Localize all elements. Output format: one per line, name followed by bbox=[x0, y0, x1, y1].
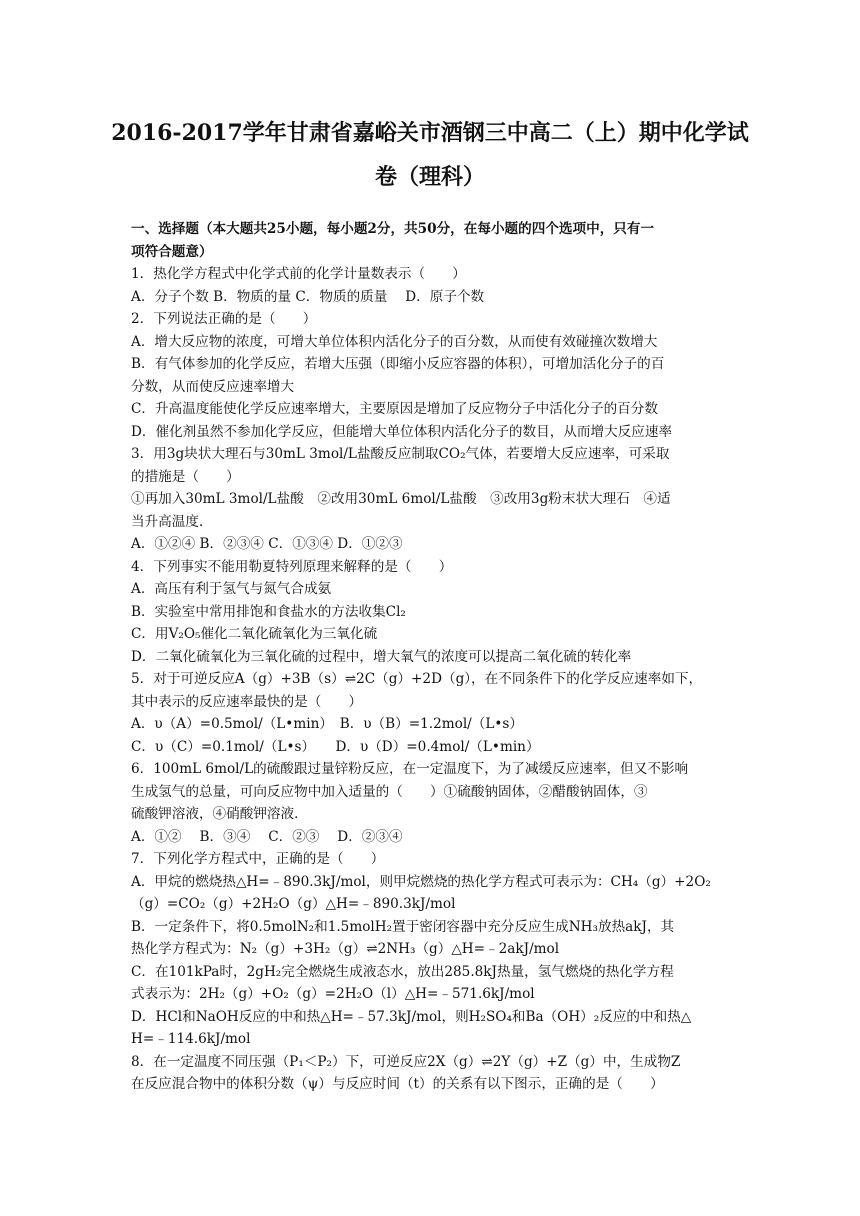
question-text-line: B．有气体参加的化学反应，若增大压强（即缩小反应容器的体积），可增加活化分子的百 bbox=[131, 356, 665, 372]
question-text-line: 3．用3g块状大理石与30mL 3mol/L盐酸反应制取CO₂气体，若要增大反应速率，可采取 bbox=[131, 446, 670, 462]
question-text-line: 生成氢气的总量，可向反应物中加入适量的（ ）①硫酸钠固体，②醋酸钠固体，③ bbox=[131, 783, 648, 800]
question-text-line: B．实验室中常用排饱和食盐水的方法收集Cl₂ bbox=[131, 603, 406, 620]
question-text-line: 5．对于可逆反应A（g）+3B（s）⇌2C（g）+2D（g），在不同条件下的化学反应速率如下， bbox=[131, 671, 703, 687]
question-text-line: A．分子个数 B．物质的量 C．物质的质量 D．原子个数 bbox=[131, 288, 485, 305]
question-text-line: 硫酸钾溶液，④硝酸钾溶液． bbox=[131, 806, 308, 822]
question-text-line: A．①② B．③④ C．②③ D．②③④ bbox=[131, 828, 403, 845]
document-title-line-2: 卷（理科） bbox=[374, 164, 485, 190]
question-text-line: 4．下列事实不能用勒夏特列原理来解释的是（ ） bbox=[131, 558, 453, 575]
question-text-line: （g）=CO₂（g）+2H₂O（g）△H=﹣890.3kJ/mol bbox=[131, 896, 456, 912]
question-text-line: 6．100mL 6mol/L的硫酸跟过量锌粉反应，在一定温度下，为了减缓反应速率，但又不影响 bbox=[131, 761, 689, 777]
question-text-line: H=﹣114.6kJ/mol bbox=[131, 1031, 251, 1047]
question-text-line: A．υ（A）=0.5mol/（L•min） B．υ（B）=1.2mol/（L•s） bbox=[131, 716, 523, 732]
question-text-line: 的措施是（ ） bbox=[131, 468, 240, 485]
question-text-line: A．①②④ B．②③④ C．①③④ D．①②③ bbox=[131, 536, 403, 552]
question-text-line: C．在101kPa时，2gH₂完全燃烧生成液态水，放出285.8kJ热量，氢气燃烧的热化学方程 bbox=[131, 963, 674, 980]
question-text-line: 分数，从而使反应速率增大 bbox=[131, 378, 295, 395]
question-text-line: A．甲烷的燃烧热△H=﹣890.3kJ/mol，则甲烷燃烧的热化学方程式可表示为：CH₄（g）+2O₂ bbox=[131, 873, 711, 890]
question-text-line: D．催化剂虽然不参加化学反应，但能增大单位体积内活化分子的数目，从而增大反应速率 bbox=[131, 423, 673, 440]
question-text-line: C．υ（C）=0.1mol/（L•s） D．υ（D）=0.4mol/（L•min） bbox=[131, 738, 540, 755]
question-text-line: A．高压有利于氢气与氮气合成氨 bbox=[131, 581, 332, 597]
question-text-line: 式表示为：2H₂（g）+O₂（g）=2H₂O（l）△H=﹣571.6kJ/mol bbox=[131, 986, 535, 1002]
question-text-line: 7．下列化学方程式中，正确的是（ ） bbox=[131, 851, 385, 867]
question-text-line: 2．下列说法正确的是（ ） bbox=[131, 311, 317, 327]
question-text-line: C．用V₂O₅催化二氧化硫氧化为三氧化硫 bbox=[131, 626, 378, 642]
section-heading-line: 项符合题意） bbox=[131, 243, 213, 260]
question-text-line: B．一定条件下，将0.5molN₂和1.5molH₂置于密闭容器中充分反应生成NH₃放热akJ，其 bbox=[131, 918, 675, 935]
question-text-line: 热化学方程式为：N₂（g）+3H₂（g）⇌2NH₃（g）△H=﹣2akJ/mol bbox=[131, 941, 560, 957]
question-text-line: ①再加入30mL 3mol/L盐酸 ②改用30mL 6mol/L盐酸 ③改用3g粉末状大理石 ④适 bbox=[131, 491, 671, 507]
question-text-line: 当升高温度． bbox=[131, 513, 213, 530]
question-text-line: D．HCl和NaOH反应的中和热△H=﹣57.3kJ/mol，则H₂SO₄和Ba（OH）₂反应的中和热△ bbox=[131, 1008, 692, 1025]
document-title-line-1: 2016-2017学年甘肃省嘉峪关市酒钢三中高二（上）期中化学试 bbox=[111, 120, 749, 146]
question-body bbox=[131, 218, 731, 1096]
question-text-line: 8．在一定温度不同压强（P₁＜P₂）下，可逆反应2X（g）⇌2Y（g）+Z（g）中，生成物Z bbox=[131, 1053, 681, 1070]
question-text-line: C．升高温度能使化学反应速率增大，主要原因是增加了反应物分子中活化分子的百分数 bbox=[131, 401, 658, 417]
question-text-line: D．二氧化硫氧化为三氧化硫的过程中，增大氧气的浓度可以提高二氧化硫的转化率 bbox=[131, 648, 632, 665]
question-text-line: 1．热化学方程式中化学式前的化学计量数表示（ ） bbox=[131, 266, 466, 282]
question-text-line: 其中表示的反应速率最快的是（ ） bbox=[131, 693, 363, 710]
section-heading-line: 一、选择题（本大题共25小题，每小题2分，共50分，在每小题的四个选项中，只有一 bbox=[131, 221, 655, 237]
question-text-line: A．增大反应物的浓度，可增大单位体积内活化分子的百分数，从而使有效碰撞次数增大 bbox=[131, 333, 658, 350]
question-text-line: 在反应混合物中的体积分数（ψ）与反应时间（t）的关系有以下图示，正确的是（ ） bbox=[131, 1076, 664, 1092]
